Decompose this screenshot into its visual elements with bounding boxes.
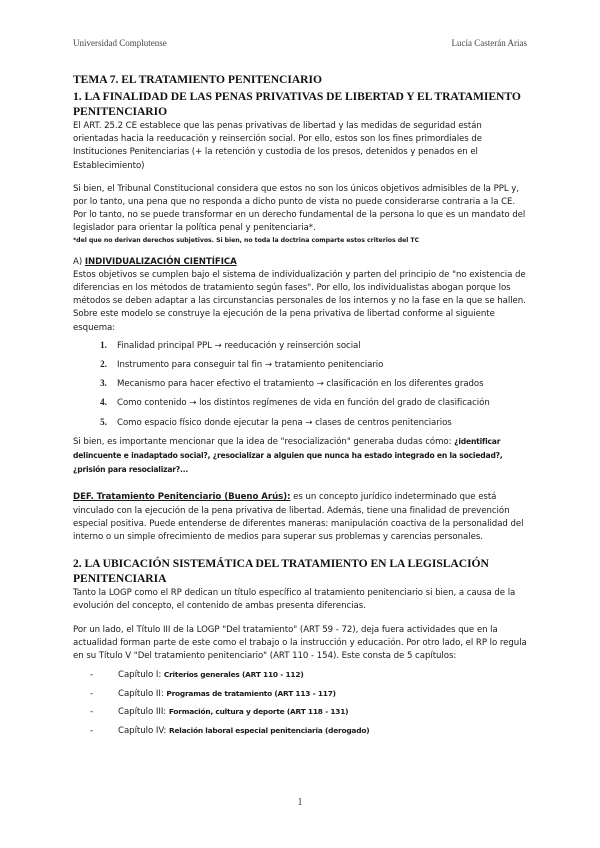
scheme-list-item: 2. Instrumento para conseguir tal fin → tratamiento penitenciario [109, 358, 528, 371]
chapter-item [90, 725, 528, 737]
chapter-item [90, 688, 528, 700]
scheme-list-item: 4. Como contenido → los distintos regímenes de vida en función del grado de clasificación [109, 396, 528, 409]
chapter-label: Capítulo I: [118, 670, 164, 681]
section-a-paragraph-2: Sobre este modelo se construye la ejecución de la pena privativa de libertad conforme al siguiente esquema: [73, 309, 495, 333]
section-1-paragraph-2: Si bien, el Tribunal Constitucional considera que estos no son los únicos objetivos admisibles de la PPL y, por lo tanto, una pena que no responda a dicho punto de vista no puede considerarse contraria a la CE. Por lo tanto, no se puede transformar en un derecho fundamental de la persona lo que es un mandato del legislador para orientar la política penal y penitenciaria*. [73, 183, 526, 234]
definition-paragraph [73, 491, 528, 544]
chapter-label: Capítulo III: [118, 707, 169, 718]
chapter-title: Formación, cultura y deporte (ART 118 - 131) [168, 707, 349, 717]
chapters-list [73, 669, 528, 737]
section-a-heading [73, 256, 528, 269]
section-1-footnote: *del que no derivan derechos subjetivos. Si bien, no toda la doctrina comparte estos criterios del TC [73, 236, 420, 244]
chapter-title: Criterios generales (ART 110 - 112) [163, 670, 304, 680]
section-2-paragraph-1: Tanto la LOGP como el RP dedican un título específico al tratamiento penitenciario si bien, a causa de la evolución del concepto, el contenido de ambas presenta diferencias. [73, 588, 516, 612]
page-content [73, 72, 528, 744]
scheme-list-item: 3. Mecanismo para hacer efectivo el tratamiento → clasificación en los diferentes grados [109, 377, 528, 390]
document-title: TEMA 7. EL TRATAMIENTO PENITENCIARIO [73, 73, 322, 86]
chapter-title: Programas de tratamiento (ART 113 - 117) [166, 688, 336, 698]
chapter-item [90, 706, 528, 718]
scheme-list-item: 1. Finalidad principal PPL → reeducación y reinserción social [109, 339, 528, 352]
chapter-title: Relación laboral especial penitenciaria (derogado) [169, 726, 370, 735]
scheme-list [73, 339, 528, 429]
scheme-list-item: 5. Como espacio físico donde ejecutar la pena → clases de centros penitenciarios [109, 416, 528, 429]
page-number: 1 [297, 797, 303, 808]
section-2-paragraph-2: Por un lado, el Título III de la LOGP "Del tratamiento" (ART 59 - 72), deja fuera actividades que en la actualidad forman parte de este como el trabajo o la instrucción y educación. Por otro lado, el RP lo regula en su Título V "Del tratamiento penitenciario" (ART 110 - 154). Este consta de 5 capítulos: [73, 624, 527, 662]
definition-text: es un concepto jurídico indeterminado que está vinculado con la ejecución de la pena privativa de libertad. Además, tiene una finalidad de prevención especial positiva. Puede entenderse de diferentes maneras: manipulación coactiva de la personalidad del interno o un simple ofrecimiento de medios para superar sus problemas y carencias personales. [73, 492, 524, 542]
chapter-label: Capítulo II: [118, 688, 167, 699]
chapter-item [90, 669, 528, 681]
chapter-label: Capítulo IV: [118, 726, 169, 736]
section-2-heading: 2. LA UBICACIÓN SISTEMÁTICA DEL TRATAMIENTO EN LA LEGISLACIÓN PENITENCIARIA [73, 557, 489, 586]
definition-label: DEF. Tratamiento Penitenciario (Bueno Arús): [73, 492, 291, 503]
resocialization-questions: ¿identificar delincuente e inadaptado social?, ¿resocializar a alguien que nunca ha estado integrado en la sociedad?, ¿prisión para resocializar?... [73, 436, 503, 475]
section-a-paragraph-1: Estos objetivos se cumplen bajo el sistema de individualización y parten del principio de "no existencia de diferencias en los métodos de tratamiento según fases". Por ello, los individualistas abogan porque los métodos se deben adaptar a las circunstancias personales de los internos y no la fase en la que se hallen. [73, 269, 526, 307]
header-author: Lucía Casterán Arias [451, 38, 527, 48]
section-a-paragraph-3 [73, 435, 528, 478]
section-1-paragraph-1: El ART. 25.2 CE establece que las penas privativas de libertad y las medidas de seguridad están orientadas hacia la reeducación y reinserción social. Por ello, estos son los fines primordiales de Instituciones Penitenciarias (+ la retención y custodia de los presos, detenidos y penados en el Establecimiento) [73, 121, 483, 171]
section-a-prefix: A) [73, 256, 83, 267]
resocialization-text: Si bien, es importante mencionar que la idea de "resocialización" generaba dudas cómo: [73, 436, 455, 447]
section-a-title: INDIVIDUALIZACIÓN CIENTÍFICA [84, 256, 237, 267]
section-1-heading: 1. LA FINALIDAD DE LAS PENAS PRIVATIVAS DE LIBERTAD Y EL TRATAMIENTO PENITENCIARIO [73, 90, 521, 118]
header-university: Universidad Complutense [73, 38, 167, 48]
